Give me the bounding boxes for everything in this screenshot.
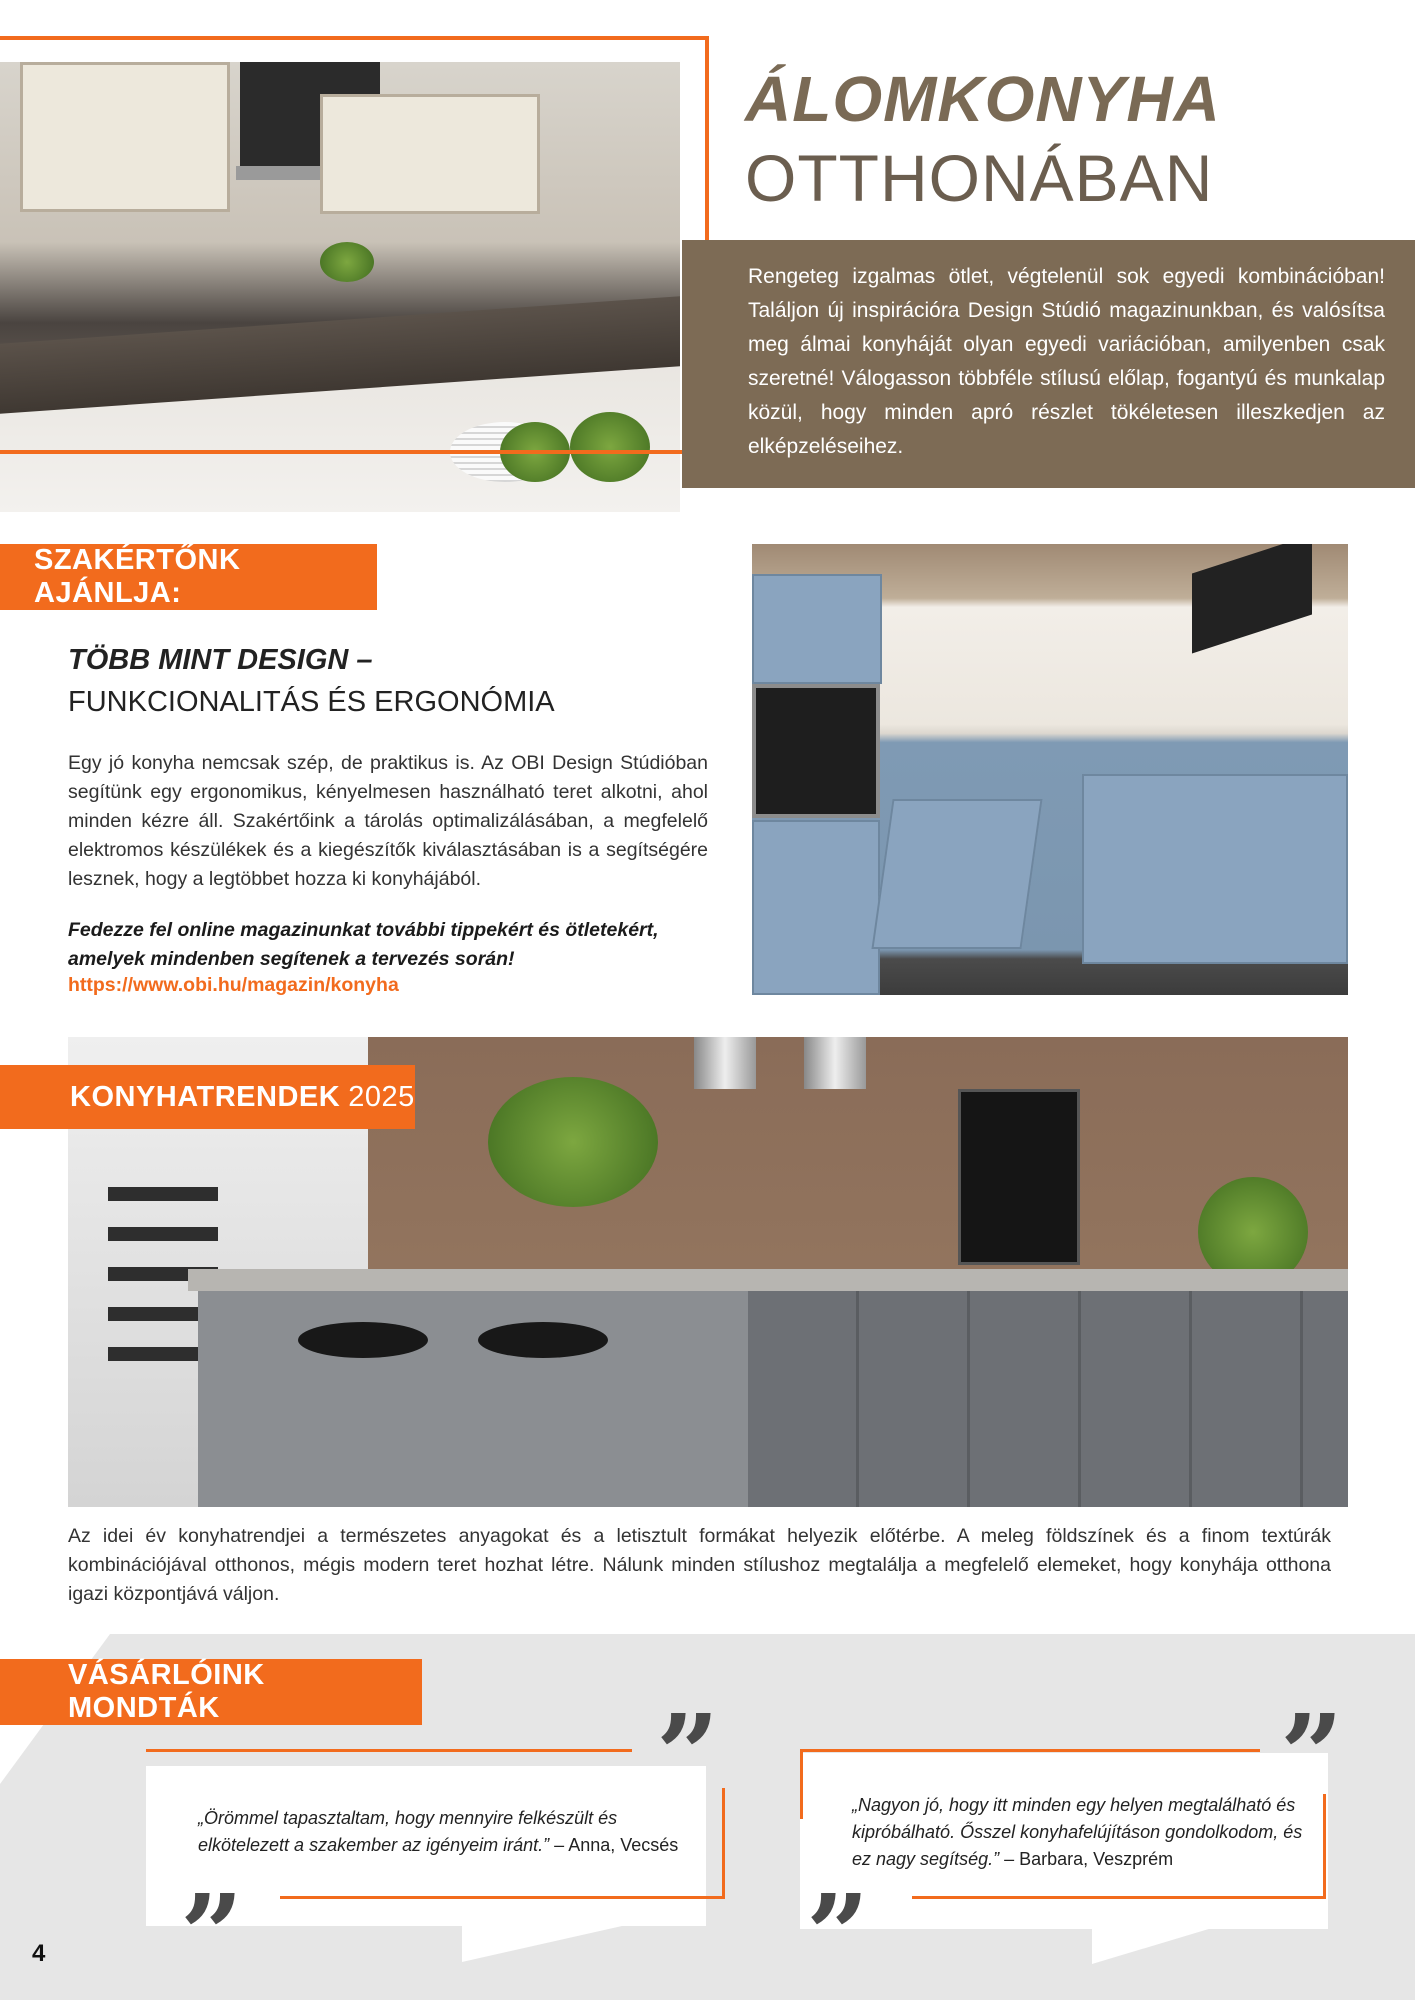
quote-mark-icon: ” — [656, 1690, 720, 1819]
page-subtitle: OTTHONÁBAN — [745, 141, 1214, 215]
trends-tag-year: 2025 — [348, 1080, 415, 1113]
trends-body: Az idei év konyhatrendjei a természetes anyagokat és a letisztult formákat helyezik előtérbe. A meleg földszínek és a finom textúrák kombinációjával otthonos, mégis modern teret hozhat létre. Nálunk minden stílushoz megtalálja a megfelelő elemeket, hogy konyhája otthona igazi központjává váljon. — [68, 1525, 1331, 1605]
expert-tag: SZAKÉRTŐNK AJÁNLJA: — [0, 544, 377, 610]
expert-cta: Fedezze fel online magazinunkat további tippekért és ötletekért, amelyek mindenben segítenek a tervezés során! — [68, 919, 659, 970]
range-hood — [1192, 544, 1312, 653]
trends-tag-label: KONYHATRENDEK — [70, 1080, 341, 1113]
expert-subtitle-bold: TÖBB MINT DESIGN – — [68, 644, 373, 676]
hero-text: Rengeteg izgalmas ötlet, végtelenül sok egyedi kombinációban! Találjon új inspirációra Design Stúdió magazinunkban, és valósítsa meg álmai konyháját olyan egyedi variációban, amilyenben csak szeretné! Válogasson többféle stílusú előlap, fogantyú és munkalap közül, hogy minden apró részlet tökéletesen illeszkedjen az elképzeléseihez. — [748, 265, 1385, 458]
page-title: ÁLOMKONYHA — [745, 63, 1221, 135]
customers-tag: VÁSÁRLÓINK MONDTÁK — [0, 1659, 422, 1725]
quote-mark-icon: ” — [180, 1870, 244, 1999]
expert-subtitle: FUNKCIONALITÁS ÉS ERGONÓMIA — [68, 686, 555, 718]
oven — [752, 684, 880, 818]
hero-text-box — [682, 240, 1415, 488]
hero-orange-frame — [0, 36, 709, 454]
trends-tag — [0, 1065, 415, 1129]
blue-kitchen-photo — [752, 544, 1348, 995]
page-number: 4 — [32, 1940, 46, 1967]
quote-mark-icon: ” — [1280, 1690, 1344, 1819]
magazine-link[interactable]: https://www.obi.hu/magazin/konyha — [68, 974, 399, 996]
testimonial-text: „Örömmel tapasztaltam, hogy mennyire felkészült és elkötelezett a szakember az igényeim iránt.” – Anna, Vecsés — [198, 1808, 679, 1855]
expert-body: Egy jó konyha nemcsak szép, de praktikus is. Az OBI Design Stúdióban segítünk egy ergonomikus, kényelmesen használható teret alkotni, ahol minden kézre áll. Szakértőink a tárolás optimalizálásában, a megfelelő elektromos készülékek és a kiegészítők kiválasztásában is a segítségére lesznek, hogy a legtöbbet hozza ki konyhájából. — [68, 752, 708, 890]
testimonial-text: „Nagyon jó, hogy itt minden egy helyen megtalálható és kipróbálható. Ősszel konyhafelújításon gondolkodom, és ez nagy segítség.” – Barbara, Veszprém — [852, 1795, 1303, 1869]
quote-mark-icon: ” — [806, 1870, 870, 1999]
built-in-oven — [958, 1089, 1080, 1265]
